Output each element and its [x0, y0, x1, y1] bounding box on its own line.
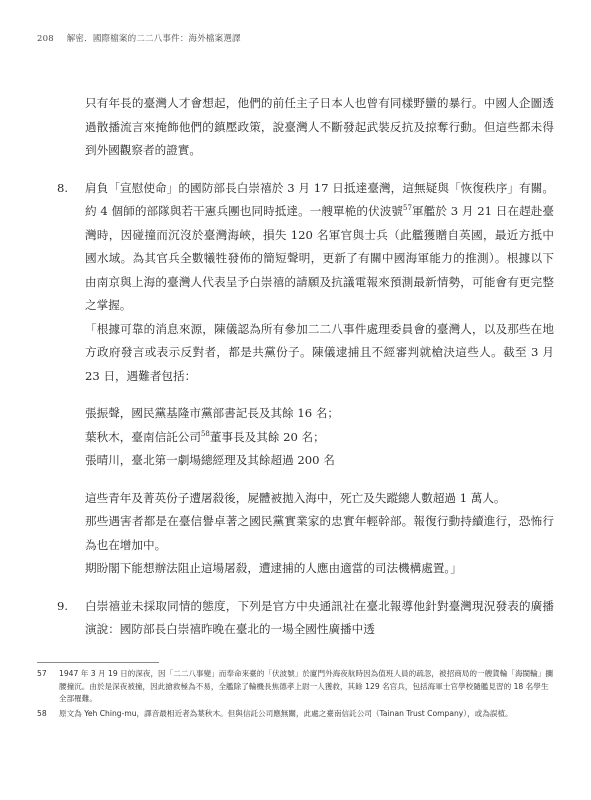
paragraph-continuation: 只有年長的臺灣人才會想起，他們的前任主子日本人也曾有同樣野蠻的暴行。中國人企圖透過散播流言來掩飾他們的鎮壓政策，說臺灣人不斷發起武裝反抗及掠奪行動。但這些都未得到外國觀察者的證實。 — [85, 96, 554, 157]
book-title: 解密．國際檔案的二二八事件：海外檔案選譯 — [66, 34, 241, 44]
footnote-ref-57: 57 — [403, 204, 412, 213]
footnote-text: 1947 年 3 月 19 日的深夜，因「二二八事變」而奉命來臺的「伏波號」於廈門外海夜航時因為值班人員的疏忽，被招商局的一艘貨輪「海閩輪」攔腰撞沉。由於是深夜被撞，因此搶救極為不易，全艦除了輪機長焦德孝上尉一人獲救，其餘 129 名官兵，包括海軍士官學校隨艦見習的 18 名學生全部罹難。 — [59, 669, 553, 703]
footnote-number: 57 — [37, 669, 47, 678]
main-text — [37, 92, 554, 642]
list-item-8 — [37, 177, 554, 318]
quote-paragraph: 這些青年及菁英份子遭屠殺後，屍體被拋入海中，死亡及失蹤總人數超過 1 萬人。 — [85, 490, 506, 505]
item-number: 8. — [57, 180, 69, 195]
footnote-58 — [37, 708, 554, 721]
quote-paragraph: 「根據可靠的消息來源，陳儀認為所有參加二二八事件處理委員會的臺灣人，以及那些在地方政府發言或表示反對者，都是共黨份子。陳儀逮捕且不經審判就槍決這些人。截至 3 月 23 日，遇難者包括： — [85, 321, 554, 383]
victim2-name: 葉秋木，臺南信託公司 — [85, 429, 201, 444]
footnote-number: 58 — [37, 708, 47, 718]
victim-line: 張晴川，臺北第一劇場總經理及其餘超過 200 名 — [85, 453, 335, 467]
running-header — [37, 32, 241, 44]
item9-text: 白崇禧並未採取同情的態度，下列是官方中央通訊社在臺北報導他針對臺灣現況發表的廣播演說：國防部長白崇禧昨晚在臺北的一場全國性廣播中透 — [85, 598, 554, 636]
item8-text-a: 肩負「宣慰使命」的國防部長白崇禧於 3 月 17 日抵達臺灣，這無疑與「恢復秩序」有關。約 4 個師的部隊與若干憲兵團也同時抵達。一艘單桅的伏波號 — [85, 180, 554, 218]
quote-paragraph: 那些遇害者都是在臺信譽卓著之國民黨實業家的忠實年輕幹部。報復行動持續進行，恐怖行為也在增加中。 — [85, 514, 554, 552]
page-number: 208 — [37, 34, 54, 44]
item-number: 9. — [57, 598, 69, 613]
victim-list — [37, 402, 554, 473]
victim2-rest: 董事長及其餘 20 名； — [209, 429, 325, 444]
item8-text-b: 軍艦於 3 月 21 日在趕赴臺灣時，因碰撞而沉沒於臺灣海峽，損失 120 名軍官與士兵（此艦獲贈自英國，最近方抵中國水域。為其官兵全數犧牲發佈的簡短聲明，更新了有關中國海軍能力的推測）。根據以下由南京與上海的臺灣人代表呈予白崇禧的請願及抗議電報來預測最新情勢，可能會有更完整之掌握。 — [85, 204, 554, 312]
footnote-57 — [37, 668, 554, 706]
footnote-divider — [37, 662, 159, 663]
footnote-ref-58: 58 — [200, 429, 210, 438]
victim-line: 張振聲，國民黨基隆市黨部書記長及其餘 16 名； — [85, 406, 339, 420]
footnotes — [37, 668, 554, 722]
quote-paragraph: 期盼閣下能想辦法阻止這場屠殺，遭逮捕的人應由適當的司法機構處置。」 — [85, 561, 462, 575]
list-item-9 — [37, 595, 554, 642]
footnote-text: 原文為 Yeh Ching-mu，譯音最相近者為葉秋木。但與信託公司應無關，此處之臺南信託公司（Tainan Trust Company），或為誤植。 — [59, 708, 513, 718]
victim-line — [85, 426, 554, 450]
